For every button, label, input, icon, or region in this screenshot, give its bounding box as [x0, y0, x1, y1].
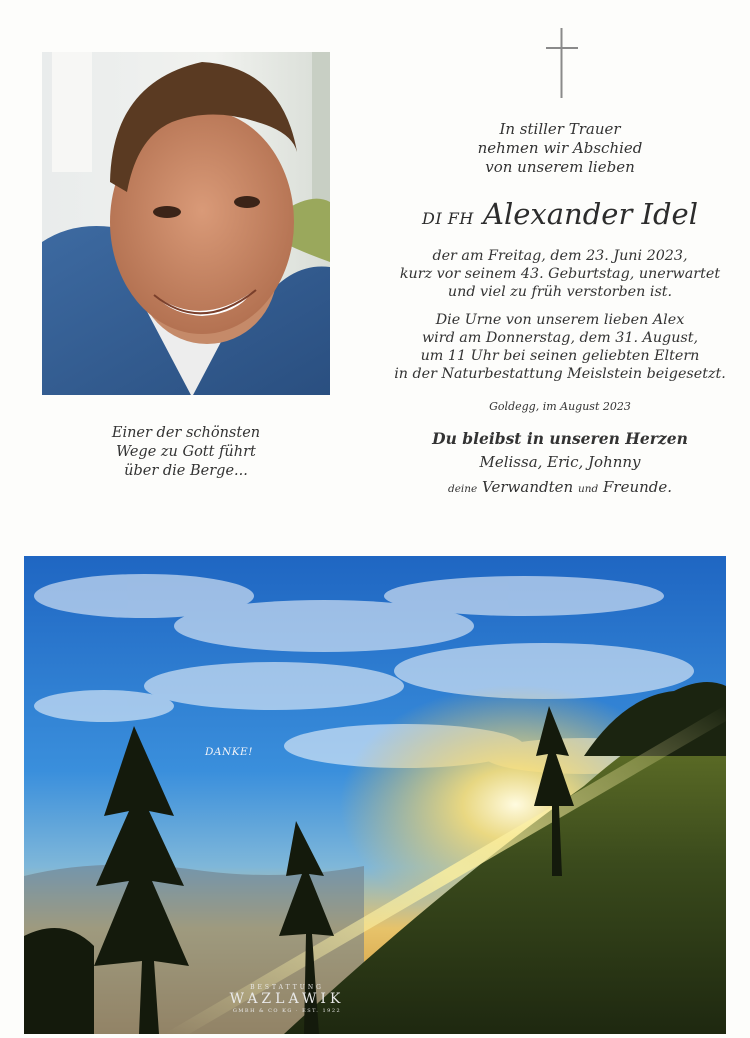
family-word: Freunde.	[602, 478, 673, 496]
logo-top-text: BESTATTUNG	[250, 984, 324, 991]
name-title: DI FH	[422, 209, 474, 228]
deceased-name	[380, 196, 740, 237]
family-line	[380, 477, 740, 499]
mourners-names: Melissa, Eric, Johnny	[479, 453, 641, 471]
name-full: Alexander Idel	[483, 197, 698, 231]
thanks-caption: DANKE!	[205, 746, 253, 758]
quote-line: Wege zu Gott führt	[116, 444, 256, 460]
death-line: der am Freitag, dem 23. Juni 2023,	[432, 248, 688, 264]
burial-line: Die Urne von unserem lieben Alex	[435, 312, 685, 328]
intro-line: nehmen wir Abschied	[477, 139, 643, 157]
family-small-word: und	[577, 483, 599, 495]
portrait-photo	[42, 52, 330, 395]
quote-line: über die Berge...	[124, 463, 248, 479]
family-word: Verwandten	[482, 478, 574, 496]
burial-line: in der Naturbestattung Meislstein beigesetzt.	[394, 366, 726, 382]
quote-line: Einer der schönsten	[111, 425, 261, 441]
logo-main-text: WAZLAWIK	[229, 991, 345, 1007]
place-date: Goldegg, im August 2023	[489, 400, 631, 413]
intro-line: von unserem lieben	[485, 158, 635, 176]
death-line: und viel zu früh verstorben ist.	[447, 284, 673, 300]
cross-icon	[546, 28, 578, 98]
closing-line: Du bleibst in unseren Herzen	[432, 429, 688, 448]
funeral-home-logo	[212, 984, 362, 1014]
family-small-word: deine	[447, 483, 478, 495]
sunset-landscape-photo	[24, 556, 726, 1034]
death-line: kurz vor seinem 43. Geburtstag, unerwartet	[399, 266, 721, 282]
burial-notice	[380, 311, 740, 383]
intro-text	[380, 120, 740, 177]
logo-sub-text: GMBH & CO KG · EST. 1922	[232, 1008, 342, 1014]
intro-line: In stiller Trauer	[499, 120, 621, 138]
mountain-quote	[42, 424, 330, 481]
burial-line: um 11 Uhr bei seinen geliebten Eltern	[420, 348, 700, 364]
burial-line: wird am Donnerstag, dem 31. August,	[421, 330, 699, 346]
death-notice	[380, 247, 740, 301]
